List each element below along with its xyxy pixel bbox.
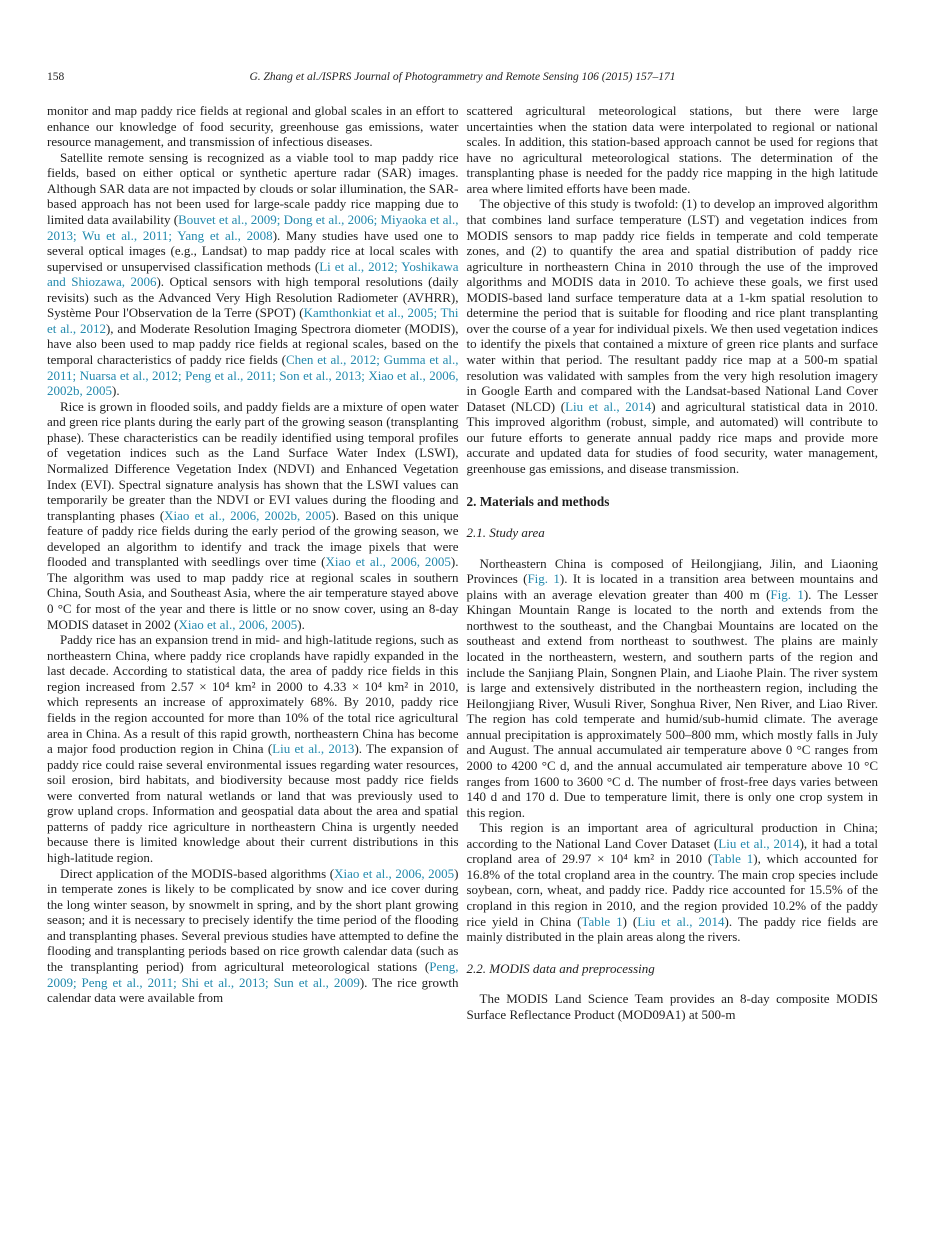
article-body: [47, 103, 878, 1022]
citation-link[interactable]: Chen et al., 2012; Gumma et al., 2011; Nuarsa et al., 2012; Peng et al., 2011; Son et al., 2013; Xiao et al., 2006, 2002b, 2005: [47, 352, 459, 399]
text-run: Paddy rice has an expansion trend in mid- and high-latitude regions, such as northeastern China, where paddy rice croplands have rapidly expanded in the last decade. According to statistical data, the area of paddy rice fields in this region increased from 2.57 × 10⁴ km² in 2000 to 4.33 × 10⁴ km² in 2010, which represents an increase of approximately 68%. By 2010, paddy rice fields in the region accounted for more than 10% of the total rice agricultural area in China. As a result of this rapid growth, northeastern China has become a major food production region in China (: [47, 632, 459, 757]
subsection-heading: 2.1. Study area: [466, 525, 545, 541]
text-run: ) (: [622, 913, 638, 929]
paragraph: [47, 103, 459, 150]
text-run: scattered agricultural meteorological stations, but there were large uncertainties when the station data were interpolated to regional or national scales. In addition, this station-based approach cannot be used for regions that have no agricultural meteorological stations. The determination of the transplanting phase is needed for the paddy rice mapping in the high latitude area where limited efforts have been made.: [466, 103, 878, 196]
text-run: ). The paddy rice fields are mainly distributed in the plain areas along the rivers.: [466, 913, 878, 945]
text-run: ).: [297, 616, 305, 632]
citation-link[interactable]: Bouvet et al., 2009; Dong et al., 2006; Miyaoka et al., 2013; Wu et al., 2011; Yang et al., 2008: [47, 211, 459, 243]
subsection-heading: 2.2. MODIS data and preprocessing: [466, 960, 655, 976]
citation-link[interactable]: Kamthonkiat et al., 2005; Thi et al., 2012: [47, 305, 459, 336]
citation-link[interactable]: Table 1: [581, 913, 623, 929]
citation-link[interactable]: Xiao et al., 2006, 2005: [334, 865, 455, 881]
citation-link[interactable]: Xiao et al., 2006, 2005: [178, 616, 298, 632]
citation-link[interactable]: Xiao et al., 2006, 2005: [325, 554, 451, 570]
citation-link[interactable]: Li et al., 2012; Yoshikawa and Shiozawa, 2006: [47, 258, 459, 290]
citation-link[interactable]: Fig. 1: [770, 586, 804, 602]
text-run: ). Based on this unique feature of paddy rice fields during the early period of the growing season, we developed an algorithm to identify and track the image pixels that were flooded and transplanted with seedlings over time (: [47, 507, 459, 570]
section-heading: 2. Materials and methods: [466, 493, 610, 509]
text-run: ). It is located in a transition area between mountains and plains with an average elevation greater than 400 m (: [466, 571, 878, 602]
text-run: ). The rice growth calendar data were available from: [47, 974, 459, 1006]
text-run: Northeastern China is composed of Heilongjiang, Jilin, and Liaoning Provinces (: [466, 555, 878, 587]
paragraph: [47, 150, 459, 399]
citation-link[interactable]: Fig. 1: [527, 571, 560, 587]
citation-link[interactable]: Peng, 2009; Peng et al., 2011; Shi et al., 2013; Sun et al., 2009: [47, 958, 459, 990]
text-run: ), and Moderate Resolution Imaging Spectrora diometer (MODIS), have also been used to map paddy rice fields at regional scales, based on the temporal characteristics of paddy rice fields (: [47, 320, 459, 367]
text-run: ), which accounted for 16.8% of the total cropland area in the country. The main crop species include soybean, corn, wheat, and paddy rice. Paddy rice accounted for 15.5% of the cropland in this region in 2010, and the region provided 10.2% of the paddy rice yield in China (: [466, 851, 879, 929]
right-column: [467, 103, 879, 1022]
paragraph: [47, 632, 459, 865]
paragraph: [47, 399, 459, 632]
text-run: ). The algorithm was used to map paddy rice at regional scales in southern China, South Asia, and Southeast Asia, where the air temperature stayed above 0 °C for most of the year and there is little or no snow cover, using an 8-day MODIS dataset in 2002 (: [47, 554, 459, 632]
citation-link[interactable]: Table 1: [712, 851, 754, 867]
text-run: monitor and map paddy rice fields at regional and global scales in an effort to enhance our knowledge of food security, greenhouse gas emissions, water resource management, and transmission of infectious diseases.: [47, 103, 459, 150]
paragraph: [467, 556, 879, 821]
text-run: ). The Lesser Khingan Mountain Range is located to the north and extends from the northwest to the southeast, and the Changbai Mountains are located on the southeast and extend from northeast to southwest. The plains are mainly located in the northeastern, western, and southern parts of the region and include the Sanjiang Plain, Songnen Plain, and Liaohe Plain. The river system is large and extensively distributed in the northeastern region, including the Heilongjiang River, Wusuli River, Songhua River, Nen River, and Liao River. The region has cold temperate and humid/sub-humid climate. The average annual precipitation is approximately 500–800 mm, which mostly falls in July and August. The annual accumulated air temperature above 0 °C ranges from 2000 to 4200 °C d, and the annual accumulated air temperature above 10 °C ranges from 1600 to 3600 °C d. The number of frost-free days varies between 140 d and 170 d. Due to temperature limit, there is only one crop system in this region.: [466, 586, 878, 820]
text-run: ).: [112, 383, 120, 399]
text-run: The objective of this study is twofold: (1) to develop an improved algorithm that combines land surface temperature (LST) and vegetation indices from MODIS sensors to map paddy rice fields in temperate and cold temperate zones, and (2) to quantify the area and spatial distribution of paddy rice agriculture in northeastern China in 2010 through the use of the improved algorithms and MODIS data in 2010. To achieve these goals, we first used MODIS-based land surface temperature data at a 1-km spatial resolution to determine the period that is suitable for flooding and rice plant transplanting over the course of a year for individual pixels. We then used vegetation indices to identify the pixels that contained a mixture of green rice plants and surface water within that period. The resultant paddy rice map at a 500-m spatial resolution was validated with samples from the very high resolution imagery in Google Earth and compared with the Landsat-based National Land Cover Dataset (NLCD) (: [466, 196, 878, 414]
paragraph: [467, 991, 879, 1022]
citation-link[interactable]: Liu et al., 2014: [565, 398, 652, 414]
paragraph: [467, 103, 879, 196]
text-run: ), it had a total cropland area of 29.97 × 10⁴ km² in 2010 (: [466, 835, 878, 867]
text-run: ). The expansion of paddy rice could raise several environmental issues regarding water resources, soil erosion, bird habitats, and biodiversity because most paddy rice fields were converted from natural wetlands or land that was previously used to grow upland crops. Information and geospatial data about the area and spatial patterns of paddy rice agriculture in northeastern China is urgently needed because there is limited knowledge about their current distributions in this high-latitude region.: [47, 741, 459, 865]
page-number: 158: [47, 71, 65, 83]
text-run: Rice is grown in flooded soils, and paddy fields are a mixture of open water and green rice plants during the early part of the growing season (transplanting phase). These characteristics can be readily identified using temporal profiles of vegetation indices such as the Land Surface Water Index (LSWI), Normalized Difference Vegetation Index (NDVI) and Enhanced Vegetation Index (EVI). Spectral signature analysis has shown that the LSWI values can temporarily be greater than the NDVI or EVI values during the flooding and transplanting phases (: [47, 398, 459, 523]
text-run: ) and agricultural statistical data in 2010. This improved algorithm (robust, simple, and automated) will contribute to our future efforts to generate annual paddy rice maps and provide more accurate and updated data for studies of food security, water management, greenhouse gas emissions, and disease transmission.: [466, 398, 878, 476]
text-run: ) in temperate zones is likely to be complicated by snow and ice cover during the long winter season, by snowmelt in spring, and by the short plant growing season; and it is necessary to precisely identify the time period of the flooding and transplanting phases. Several previous studies have attempted to define the flooding and transplanting periods based on rice growth calendar data (such as the transplanting period) from agricultural meteorological stations (: [47, 865, 459, 974]
running-title: G. Zhang et al./ISPRS Journal of Photogrammetry and Remote Sensing 106 (2015) 157–171: [249, 71, 676, 83]
text-run: ). Optical sensors with high temporal resolutions (daily revisits) such as the Advanced Very High Resolution Radiometer (AVHRR), Système Pour l'Observation de la Terre (SPOT) (: [47, 274, 459, 321]
paragraph: [467, 196, 879, 476]
text-run: The MODIS Land Science Team provides an 8-day composite MODIS Surface Reflectance Product (MOD09A1) at 500-m: [466, 991, 878, 1022]
citation-link[interactable]: Liu et al., 2013: [272, 741, 355, 757]
left-column: [47, 103, 459, 1022]
text-run: Direct application of the MODIS-based algorithms (: [60, 865, 335, 881]
citation-link[interactable]: Liu et al., 2014: [718, 835, 800, 851]
running-head: [47, 70, 878, 86]
text-run: This region is an important area of agricultural production in China; according to the National Land Cover Dataset (: [466, 820, 878, 851]
citation-link[interactable]: Liu et al., 2014: [637, 913, 725, 929]
text-run: ). Many studies have used one to several optical images (e.g., Landsat) to map paddy rice at local scales with supervised or unsupervised classification methods (: [47, 227, 459, 274]
paragraph: [47, 866, 459, 1006]
paragraph: [467, 820, 879, 945]
citation-link[interactable]: Xiao et al., 2006, 2002b, 2005: [164, 507, 332, 523]
text-run: Satellite remote sensing is recognized as a viable tool to map paddy rice fields, based on either optical or synthetic aperture radar (SAR) images. Although SAR data are not impacted by clouds or solar illumination, the SAR-based approach has not been used for large-scale paddy rice mapping due to limited data availability (: [47, 149, 459, 227]
